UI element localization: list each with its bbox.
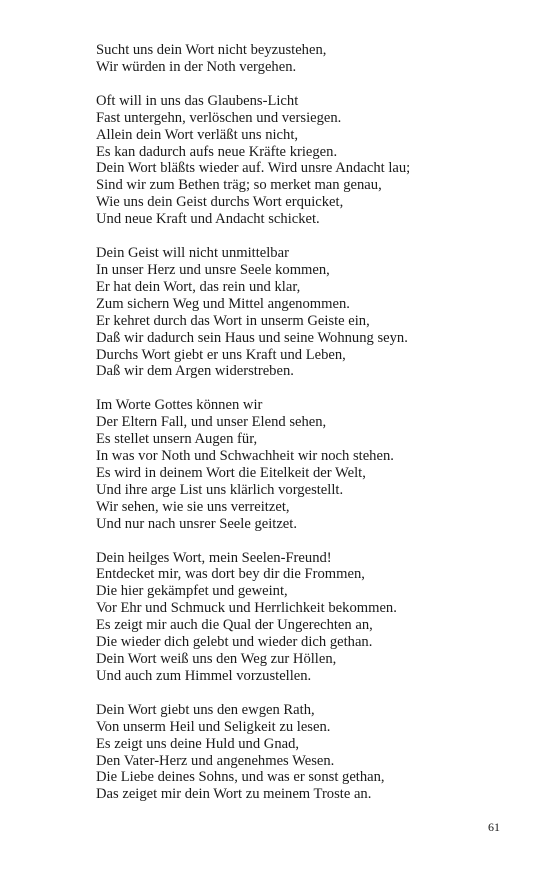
poem-line: Dein Geist will nicht unmittelbar [96,245,289,262]
poem-line: Sind wir zum Bethen träg; so merket man genau, [96,177,382,194]
poem-line: Vor Ehr und Schmuck und Herrlichkeit bekommen. [96,600,397,617]
poem-line: Und nur nach unsrer Seele geitzet. [96,515,297,532]
stanza [96,550,536,685]
stanza [96,93,536,228]
poem-line: Daß wir dem Argen widerstreben. [96,363,294,380]
poem-line: Es zeigt uns deine Huld und Gnad, [96,735,300,752]
stanza [96,42,536,76]
poem-line: Durchs Wort giebt er uns Kraft und Leben, [96,346,346,363]
poem-line: Dein Wort giebt uns den ewgen Rath, [96,701,315,718]
poem-line: Der Eltern Fall, und unser Elend sehen, [96,414,327,431]
stanza [96,397,536,532]
poem-line: Wie uns dein Geist durchs Wort erquicket, [96,194,344,211]
poem-line: Im Worte Gottes können wir [96,397,263,414]
poem-line: Es zeigt mir auch die Qual der Ungerechten an, [96,617,373,634]
poem-line: Das zeiget mir dein Wort zu meinem Troste an. [96,786,372,803]
poem-line: In unser Herz und unsre Seele kommen, [96,261,330,278]
poem-line: Oft will in uns das Glaubens-Licht [96,92,299,109]
poem-line: Daß wir dadurch sein Haus und seine Wohnung seyn. [96,329,408,346]
poem-line: Er hat dein Wort, das rein und klar, [96,278,301,295]
poem-line: Die Liebe deines Sohns, und was er sonst gethan, [96,769,385,786]
poem-line: Zum sichern Weg und Mittel angenommen. [96,295,350,312]
poem-line: Und neue Kraft und Andacht schicket. [96,211,320,228]
poem-line: Fast untergehn, verlöschen und versiegen. [96,109,342,126]
poem-line: Entdecket mir, was dort bey dir die Frommen, [96,566,365,583]
poem-line: Es stellet unsern Augen für, [96,431,258,448]
poem-line: Es kan dadurch aufs neue Kräfte kriegen. [96,143,338,160]
poem-line: Dein Wort bläßts wieder auf. Wird unsre Andacht lau; [96,160,411,177]
poem-body [96,42,536,820]
poem-line: Es wird in deinem Wort die Eitelkeit der Welt, [96,464,366,481]
poem-line: Dein heilges Wort, mein Seelen-Freund! [96,549,332,566]
poem-line: Dein Wort weiß uns den Weg zur Höllen, [96,651,337,667]
poem-line: Die wieder dich gelebt und wieder dich gethan. [96,634,373,651]
page-number: 61 [488,820,500,834]
poem-line: Und ihre arge List uns klärlich vorgestellt. [96,481,344,498]
stanza [96,702,536,803]
poem-line: Und auch zum Himmel vorzustellen. [96,667,312,684]
poem-line: Wir würden in der Noth vergehen. [96,58,297,75]
poem-line: Er kehret durch das Wort in unserm Geiste ein, [96,312,370,329]
poem-line: Wir sehen, wie sie uns verreitzet, [96,498,290,515]
poem-line: Die hier gekämpfet und geweint, [96,583,288,600]
poem-line: Allein dein Wort verläßt uns nicht, [96,126,299,143]
stanza [96,245,536,380]
poem-line: Von unserm Heil und Seligkeit zu lesen. [96,718,331,735]
poem-line: In was vor Noth und Schwachheit wir noch stehen. [96,448,394,465]
poem-line: Sucht uns dein Wort nicht beyzustehen, [96,42,327,58]
poem-line: Den Vater-Herz und angenehmes Wesen. [96,752,335,769]
